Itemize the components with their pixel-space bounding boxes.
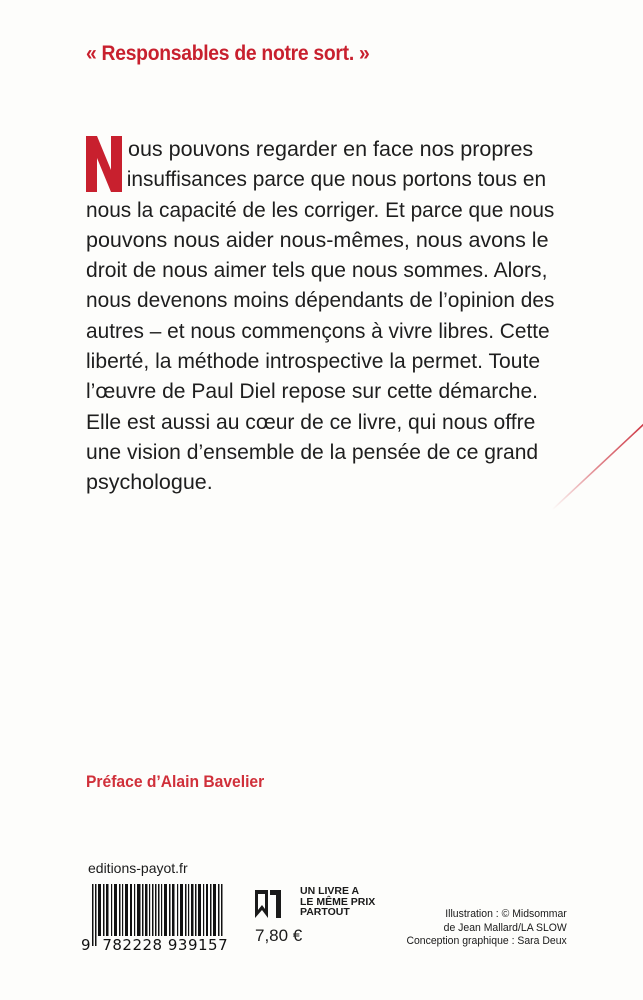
blurb-line: autres – et nous commençons à vivre libres. Cette [86,318,550,343]
blurb-line: l’œuvre de Paul Diel repose sur cette démarche. [86,379,539,404]
blurb-line: psychologue. [86,470,213,495]
preface-credit: Préface d’Alain Bavelier [86,772,265,791]
back-cover-quote: « Responsables de notre sort. » [86,42,370,65]
credit-line: Illustration : © Midsommar [445,908,567,920]
credit-line: Conception graphique : Sara Deux [406,935,567,947]
isbn-number: 782228 939157 [102,936,229,954]
isbn-lead-digit: 9 [81,936,92,954]
badge-line: LE MÊME PRIX [300,895,376,908]
back-cover-blurb [86,134,626,498]
blurb-line: ous pouvons regarder en face nos propres [128,137,534,161]
livre-logo-icon [253,888,283,920]
blurb-line: nous devenons moins dépendants de l’opinion des [86,288,555,313]
red-slash-decoration [548,420,643,520]
book-price: 7,80 € [255,926,303,945]
credit-line: de Jean Mallard/LA SLOW [443,921,567,934]
blurb-line: droit de nous aimer tels que nous sommes. Alors, [86,258,548,283]
badge-line: PARTOUT [300,906,350,918]
badge-line: UN LIVRE A [300,885,360,897]
blurb-line: Elle est aussi au cœur de ce livre, qui nous offre [86,409,536,434]
blurb-line: liberté, la méthode introspective la permet. Toute [86,349,541,374]
blurb-line: pouvons nous aider nous-mêmes, nous avons le [86,227,549,252]
fixed-price-badge [300,886,375,918]
blurb-line: nous la capacité de les corriger. Et parce que nous [86,197,555,222]
credits-block [407,908,567,949]
blurb-line: insuffisances parce que nous portons tous en [126,167,547,192]
isbn-digits [81,936,234,954]
blurb-line: une vision d’ensemble de la pensée de ce grand [86,439,539,464]
publisher-website: editions-payot.fr [88,860,188,876]
